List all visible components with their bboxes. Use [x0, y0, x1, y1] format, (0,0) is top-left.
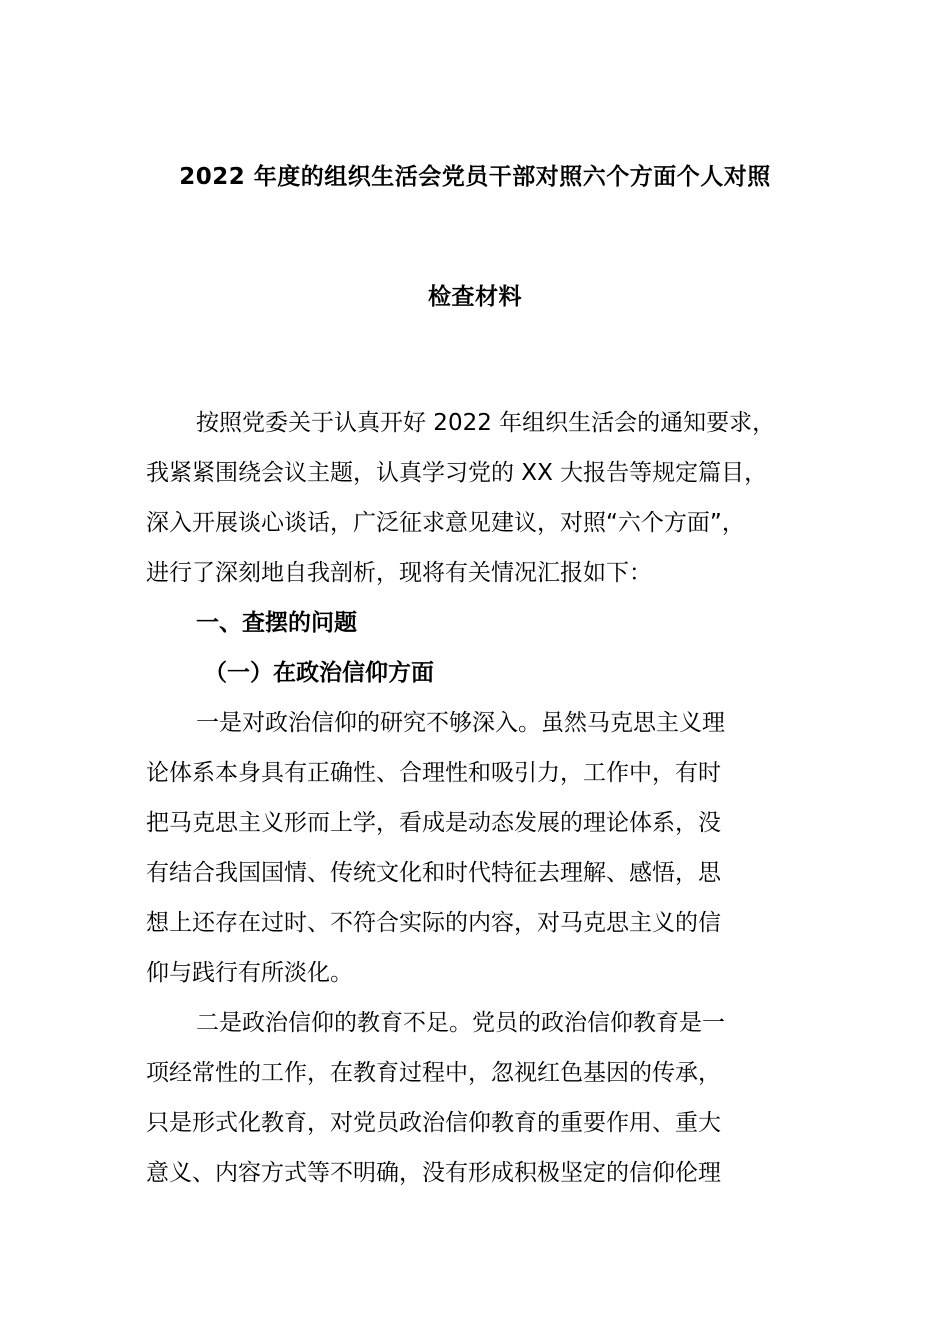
- subsection-heading: （一）在政治信仰方面: [204, 660, 434, 686]
- document-title-line-2: 检查材料: [428, 284, 522, 310]
- paragraph-line: 论体系本身具有正确性、合理性和吸引力，工作中，有时: [146, 760, 721, 786]
- paragraph-line: 只是形式化教育，对党员政治信仰教育的重要作用、重大: [146, 1110, 721, 1136]
- paragraph-line: 意义、内容方式等不明确，没有形成积极坚定的信仰伦理: [146, 1160, 721, 1186]
- paragraph-line: 想上还存在过时、不符合实际的内容，对马克思主义的信: [146, 910, 721, 936]
- paragraph-line: 二是政治信仰的教育不足。党员的政治信仰教育是一: [196, 1010, 725, 1036]
- paragraph-line: 把马克思主义形而上学，看成是动态发展的理论体系，没: [146, 810, 721, 836]
- paragraph-line: 仰与践行有所淡化。: [146, 960, 353, 986]
- document-body: [146, 398, 836, 1198]
- section-heading: 一、查摆的问题: [196, 610, 357, 636]
- paragraph-line: 有结合我国国情、传统文化和时代特征去理解、感悟，思: [146, 860, 721, 886]
- intro-paragraph-line: 我紧紧围绕会议主题，认真学习党的 XX 大报告等规定篇目，: [146, 460, 768, 486]
- document-title-line-1: 2022 年度的组织生活会党员干部对照六个方面个人对照: [179, 164, 771, 190]
- intro-paragraph-line: 深入开展谈心谈话，广泛征求意见建议，对照“六个方面”，: [146, 510, 745, 536]
- intro-paragraph-line: 进行了深刻地自我剖析，现将有关情况汇报如下：: [146, 560, 652, 586]
- paragraph-line: 一是对政治信仰的研究不够深入。虽然马克思主义理: [196, 710, 725, 736]
- intro-paragraph-line: 按照党委关于认真开好 2022 年组织生活会的通知要求，: [196, 410, 776, 436]
- paragraph-line: 项经常性的工作，在教育过程中，忽视红色基因的传承，: [146, 1060, 721, 1086]
